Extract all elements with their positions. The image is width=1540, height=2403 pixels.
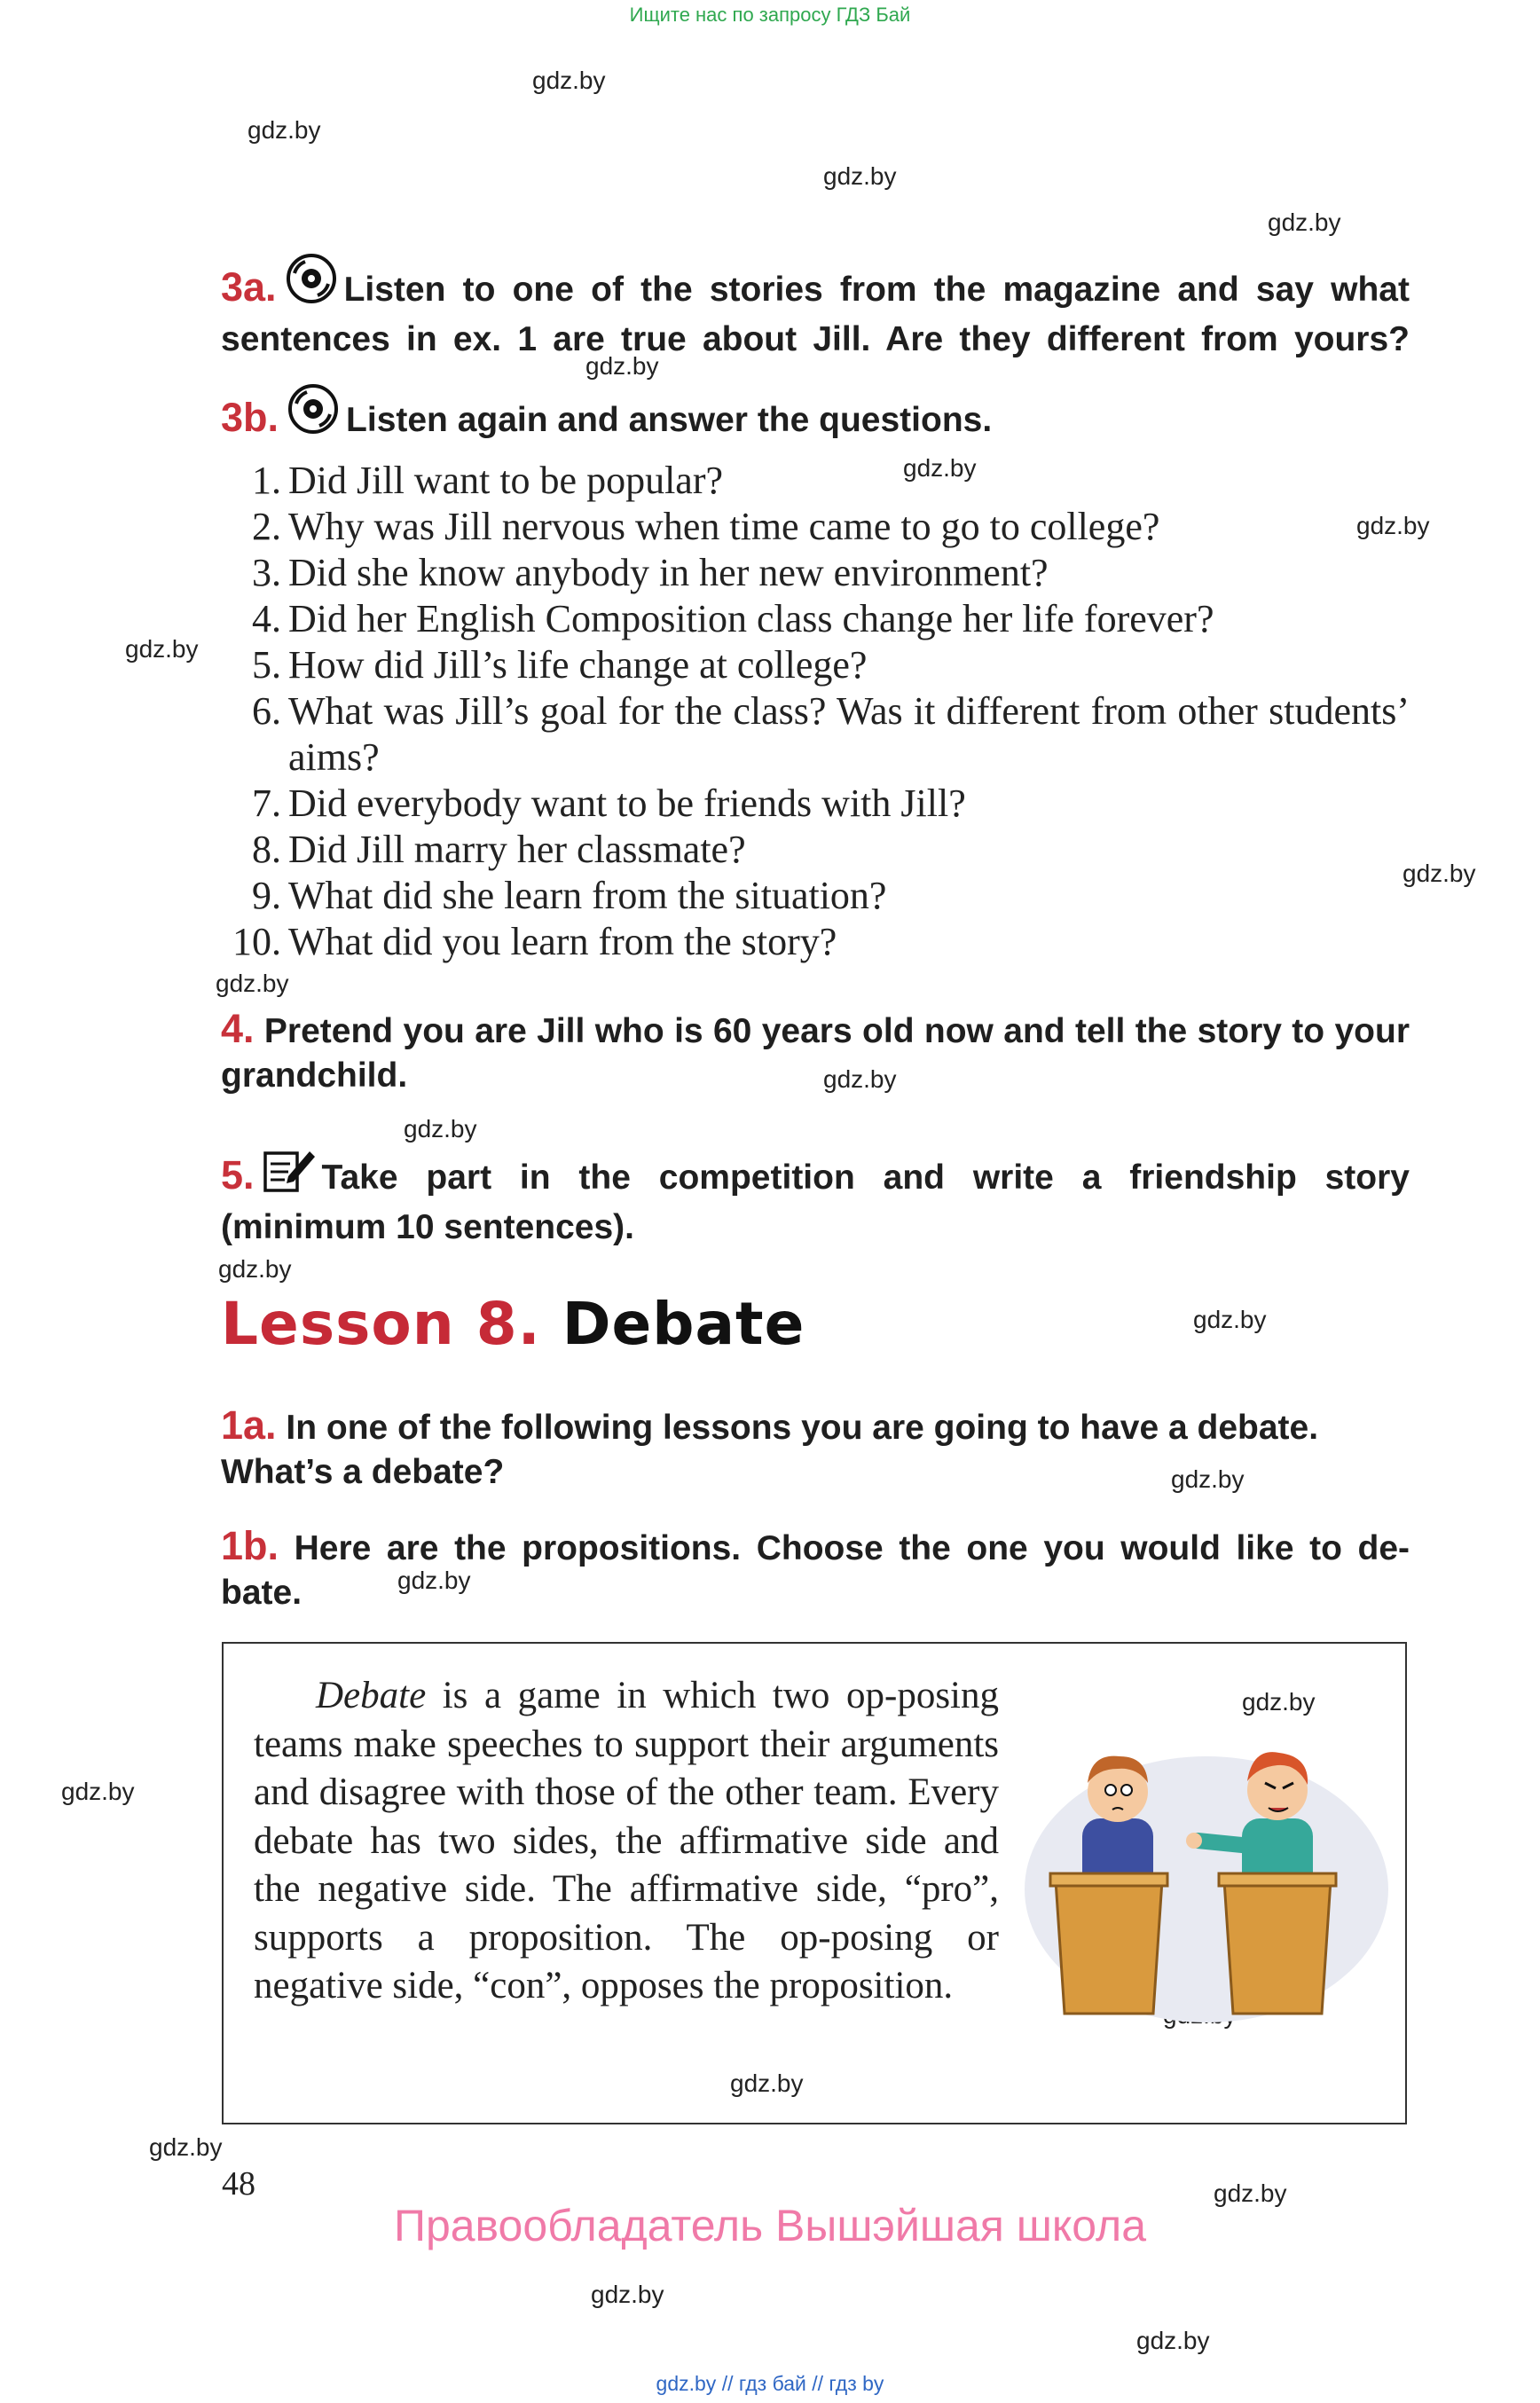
watermark: gdz.by — [823, 1065, 897, 1093]
lesson-title: Debate — [562, 1290, 805, 1358]
definition-body: is a game in which two op-posing teams make speeches to support their arguments and disagree with those of the other team. Every debate has two sides, the affirmative side and the negative side. The affirmative side, “pro”, supports a proposition. The op-posing or negative side, “con”, opposes the proposition. — [254, 1675, 999, 2006]
task-number: 3a. — [221, 264, 277, 310]
watermark: gdz.by — [397, 1567, 471, 1594]
lesson-heading — [221, 1290, 805, 1358]
rights-holder: Правообладатель Вышэйшая школа — [394, 2201, 1146, 2250]
list-item: 4. Did her English Composition class change her life forever? — [252, 597, 1214, 640]
task-number: 3b. — [221, 395, 279, 440]
task-text: In one of the following lessons you are going to have a debate. What’s a debate? — [221, 1409, 1319, 1491]
list-item: 2. Why was Jill nervous when time came to go to college? — [252, 505, 1160, 548]
task-number: 5. — [221, 1152, 255, 1198]
task-number: 1b. — [221, 1523, 279, 1568]
list-item: 7. Did everybody want to be friends with Jill? — [252, 781, 966, 825]
audio-cd-icon — [286, 381, 341, 448]
task-number: 4. — [221, 1006, 255, 1051]
questions-list — [221, 458, 1410, 965]
task-3a — [221, 251, 1410, 362]
watermark: gdz.by — [61, 1778, 135, 1805]
task-text: Here are the propositions. Choose the one you would like to de-bate. — [221, 1529, 1410, 1612]
task-text: Pretend you are Jill who is 60 years old now and tell the story to your grandchild. — [221, 1012, 1410, 1095]
task-1a — [221, 1403, 1410, 1495]
watermark: gdz.by — [1214, 2179, 1287, 2207]
list-item: 5. How did Jill’s life change at college? — [252, 643, 868, 687]
watermark: gdz.by — [903, 454, 977, 482]
watermark: gdz.by — [1356, 512, 1430, 539]
watermark: gdz.by — [248, 116, 321, 144]
task-text: Take part in the competition and write a friendship story (minimum 10 sentences). — [221, 1158, 1410, 1246]
definition-term: Debate — [316, 1675, 427, 1716]
task-text: Listen again and answer the questions. — [346, 401, 993, 439]
task-number: 1a. — [221, 1402, 277, 1448]
debaters-illustration — [1020, 1685, 1393, 2045]
watermark: gdz.by — [149, 2133, 223, 2161]
task-4 — [221, 1007, 1410, 1098]
watermark: gdz.by — [1171, 1465, 1245, 1493]
list-item: 10. What did you learn from the story? — [232, 920, 837, 963]
watermark: gdz.by — [591, 2281, 664, 2308]
audio-cd-icon — [284, 251, 339, 318]
list-item: 3. Did she know anybody in her new environment? — [252, 551, 1049, 594]
watermark: gdz.by — [823, 162, 897, 190]
watermark: gdz.by — [216, 970, 289, 997]
watermark: gdz.by — [532, 67, 606, 94]
watermark: gdz.by — [730, 2069, 804, 2097]
watermark: gdz.by — [404, 1115, 477, 1143]
watermark: gdz.by — [1242, 1688, 1316, 1716]
task-5 — [221, 1146, 1410, 1250]
list-item: 6. What was Jill’s goal for the class? Was it different from other students’ aims? — [252, 689, 1410, 779]
page-number: 48 — [222, 2165, 255, 2203]
list-item: 1. Did Jill want to be popular? — [252, 459, 724, 502]
top-banner[interactable]: Ищите нас по запросу ГДЗ Бай — [629, 4, 911, 26]
writing-pencil-icon — [262, 1146, 317, 1205]
watermark: gdz.by — [218, 1255, 292, 1283]
watermark: gdz.by — [585, 352, 659, 380]
watermark: gdz.by — [1193, 1306, 1267, 1333]
list-item: 8. Did Jill marry her classmate? — [252, 828, 746, 871]
lesson-number: Lesson 8. — [221, 1290, 541, 1358]
watermark: gdz.by — [125, 635, 199, 663]
task-1b — [221, 1524, 1410, 1615]
watermark: gdz.by — [1268, 208, 1341, 236]
footer-links[interactable]: gdz.by // гдз бай // гдз by — [656, 2372, 884, 2395]
task-3b — [221, 381, 1410, 448]
definition-text — [254, 1672, 999, 2011]
watermark: gdz.by — [1402, 860, 1476, 887]
watermark: gdz.by — [1136, 2327, 1210, 2354]
list-item: 9. What did she learn from the situation? — [252, 874, 887, 917]
task-text: Listen to one of the stories from the magazine and say what sentences in ex. 1 are true about Jill. Are they different from yours? — [221, 271, 1410, 358]
